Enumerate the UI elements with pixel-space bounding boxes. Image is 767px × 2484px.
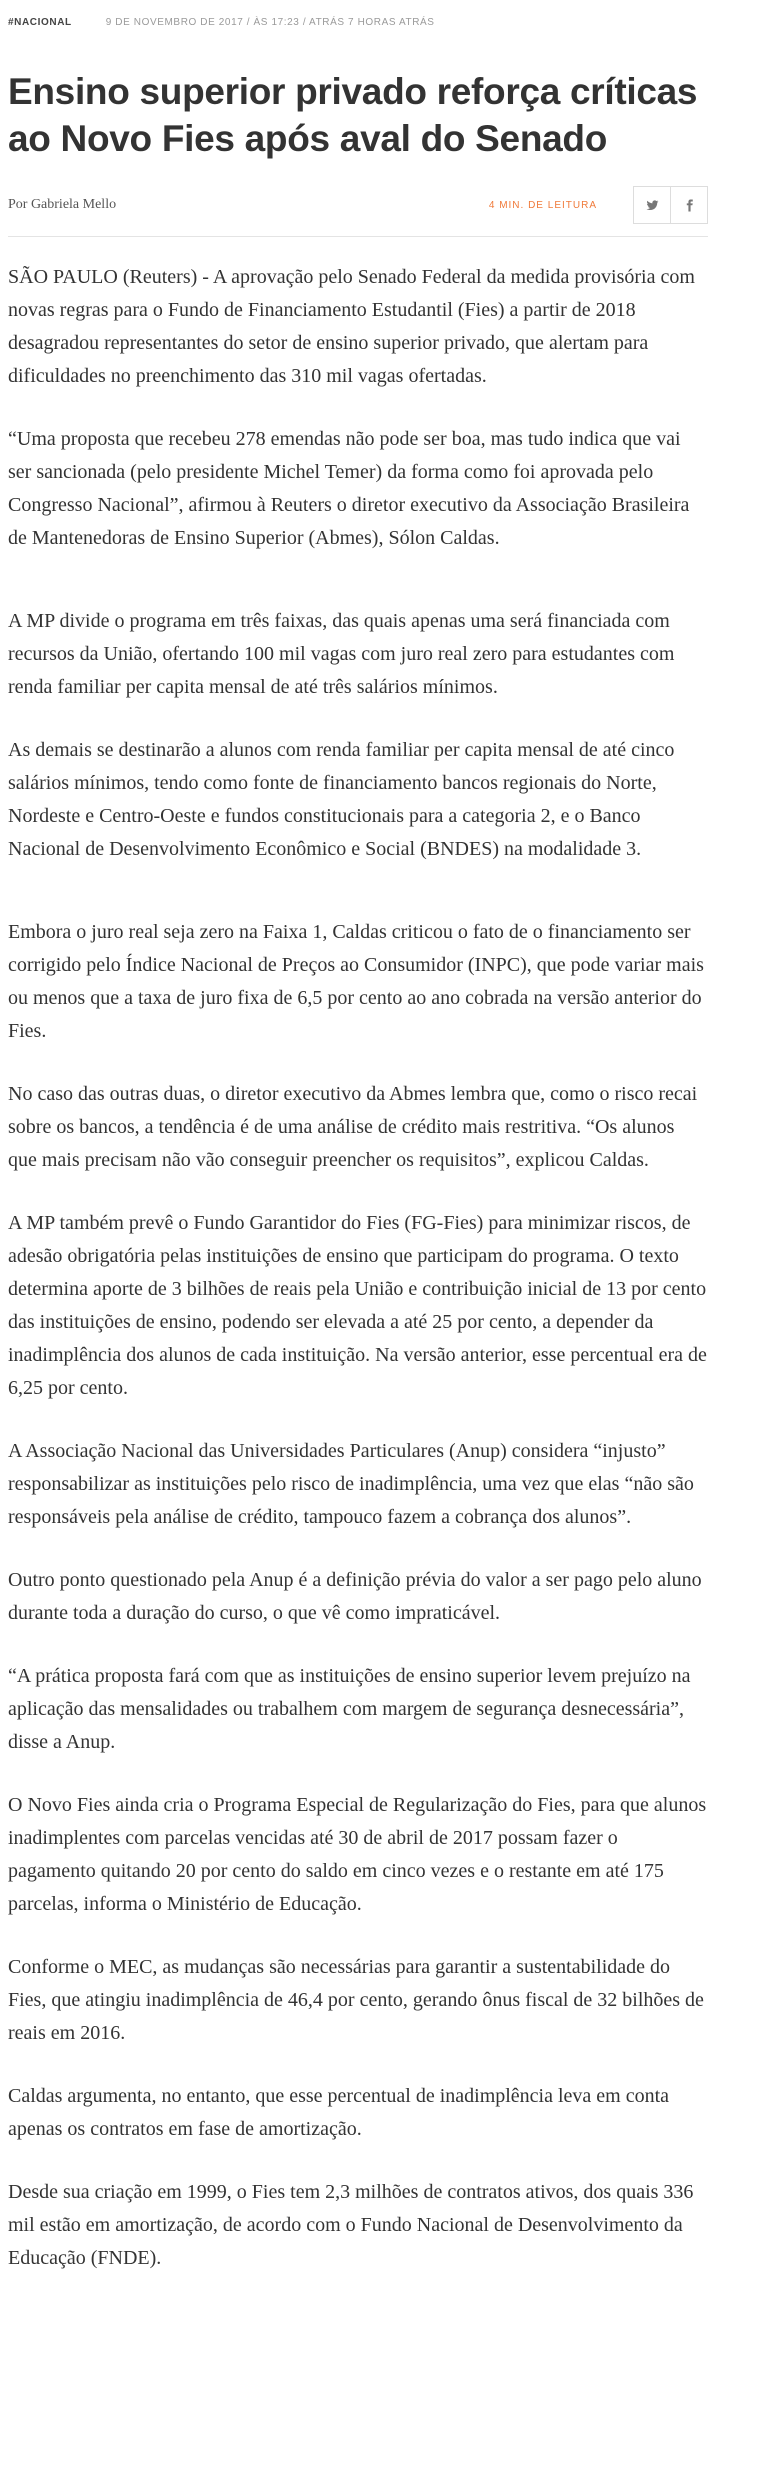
article-meta [8, 14, 708, 30]
dateline: 9 DE NOVEMBRO DE 2017 / ÀS 17:23 / ATRÁS 7 HORAS ATRÁS [105, 16, 435, 28]
section-tag[interactable]: #NACIONAL [8, 16, 72, 28]
share-twitter-button[interactable] [633, 186, 671, 224]
paragraph: Conforme o MEC, as mudanças são necessárias para garantir a sustentabilidade do Fies, que atingiu inadimplência de 46,4 por cento, gerando ônus fiscal de 32 bilhões de reais em 2016. [8, 1956, 704, 2044]
paragraph: No caso das outras duas, o diretor executivo da Abmes lembra que, como o risco recai sobre os bancos, a tendência é de uma análise de crédito mais restritiva. “Os alunos que mais precisam não vão conseguir preencher os requisitos”, explicou Caldas. [8, 1083, 698, 1171]
paragraph: Desde sua criação em 1999, o Fies tem 2,3 milhões de contratos ativos, dos quais 336 mil estão em amortização, de acordo com o Fundo Nacional de Desenvolvimento da Educação (FNDE). [8, 2181, 694, 2269]
headline: Ensino superior privado reforça críticas ao Novo Fies após aval do Senado [8, 71, 698, 159]
read-time: 4 MIN. DE LEITURA [488, 199, 597, 211]
facebook-icon [683, 199, 696, 212]
paragraph: Outro ponto questionado pela Anup é a definição prévia do valor a ser pago pelo aluno durante toda a duração do curso, o que vê como impraticável. [8, 1569, 702, 1624]
share-buttons [633, 186, 708, 224]
article-body [8, 261, 708, 2275]
paragraph: Caldas argumenta, no entanto, que esse percentual de inadimplência leva em conta apenas os contratos em fase de amortização. [8, 2085, 670, 2140]
paragraph: SÃO PAULO (Reuters) - A aprovação pelo Senado Federal da medida provisória com novas regras para o Fundo de Financiamento Estudantil (Fies) a partir de 2018 desagradou representantes do setor de ensino superior privado, que alertam para dificuldades no preenchimento das 310 mil vagas ofertadas. [8, 266, 695, 387]
article [8, 0, 708, 2305]
paragraph: A MP divide o programa em três faixas, das quais apenas uma será financiada com recursos da União, ofertando 100 mil vagas com juro real zero para estudantes com renda familiar per capita mensal de até três salários mínimos. [8, 610, 675, 698]
byline-row [8, 182, 708, 237]
paragraph: “A prática proposta fará com que as instituições de ensino superior levem prejuízo na aplicação das mensalidades ou trabalhem com margem de segurança desnecessária”, disse a Anup. [8, 1665, 691, 1753]
paragraph: As demais se destinarão a alunos com renda familiar per capita mensal de até cinco salários mínimos, tendo como fonte de financiamento bancos regionais do Norte, Nordeste e Centro-Oeste e fundos constitucionais para a categoria 2, e o Banco Nacional de Desenvolvimento Econômico e Social (BNDES) na modalidade 3. [8, 739, 675, 860]
byline: Por Gabriela Mello [8, 197, 117, 212]
paragraph: A MP também prevê o Fundo Garantidor do Fies (FG-Fies) para minimizar riscos, de adesão obrigatória pelas instituições de ensino que participam do programa. O texto determina aporte de 3 bilhões de reais pela União e contribuição inicial de 13 por cento das instituições de ensino, podendo ser elevada a até 25 por cento, a depender da inadimplência dos alunos de cada instituição. Na versão anterior, esse percentual era de 6,25 por cento. [8, 1212, 707, 1399]
share-facebook-button[interactable] [671, 186, 708, 224]
paragraph: O Novo Fies ainda cria o Programa Especial de Regularização do Fies, para que alunos inadimplentes com parcelas vencidas até 30 de abril de 2017 possam fazer o pagamento quitando 20 por cento do saldo em cinco vezes e o restante em até 175 parcelas, informa o Ministério de Educação. [8, 1794, 707, 1915]
paragraph: Embora o juro real seja zero na Faixa 1, Caldas criticou o fato de o financiamento ser corrigido pelo Índice Nacional de Preços ao Consumidor (INPC), que pode variar mais ou menos que a taxa de juro fixa de 6,5 por cento ao ano cobrada na versão anterior do Fies. [8, 921, 704, 1042]
paragraph: A Associação Nacional das Universidades Particulares (Anup) considera “injusto” responsabilizar as instituições pelo risco de inadimplência, uma vez que elas “não são responsáveis pela análise de crédito, tampouco fazem a cobrança dos alunos”. [8, 1440, 694, 1528]
twitter-icon [646, 199, 659, 212]
paragraph: “Uma proposta que recebeu 278 emendas não pode ser boa, mas tudo indica que vai ser sancionada (pelo presidente Michel Temer) da forma como foi aprovada pelo Congresso Nacional”, afirmou à Reuters o diretor executivo da Associação Brasileira de Mantenedoras de Ensino Superior (Abmes), Sólon Caldas. [8, 428, 690, 549]
